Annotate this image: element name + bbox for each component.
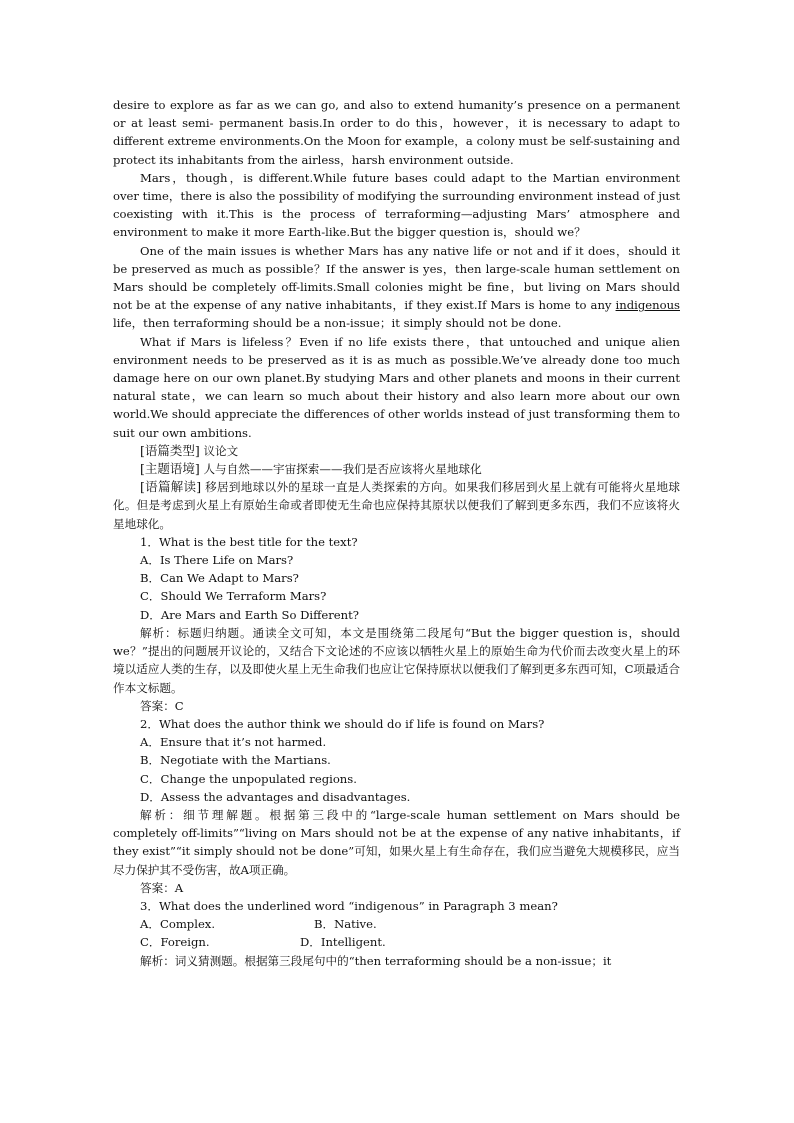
question-3-option-a: A．Complex. xyxy=(140,917,216,932)
question-3-option-d: D．Intelligent. xyxy=(300,935,386,950)
question-3-stem: 3．What does the underlined word “indigenous” in Paragraph 3 mean? xyxy=(140,898,558,913)
text-interpretation xyxy=(113,478,680,533)
text-type-value: 议论文 xyxy=(203,443,239,458)
question-2-analysis: 解析：细节理解题。根据第三段中的“large-scale human settlement on Mars should be completely off-limits”“living on Mars should not be at the expense of any native inhabitants，if they exist”“it simply should not be done”可知，如果火星上有生命存在，我们应当避免大规模移民，应当尽力保护其不受伤害，故A项正确。 xyxy=(113,807,680,877)
question-2-option-d: D．Assess the advantages and disadvantages. xyxy=(140,789,411,804)
paragraph-3-text-before: One of the main issues is whether Mars has any native life or not and if it does，should it be preserved as much as possible？If the answer is yes，then large-scale human settlement on Mars should be completely off-limits.Small colonies might be fine，but living on Mars should not be at the expense of any native inhabitants，if they exist.If Mars is home to any xyxy=(113,243,680,313)
question-1-option-d: D．Are Mars and Earth So Different? xyxy=(140,607,359,622)
question-1-stem: 1．What is the best title for the text? xyxy=(140,534,358,549)
text-type-line xyxy=(113,442,680,460)
question-2-option-a: A．Ensure that it’s not harmed. xyxy=(140,735,327,750)
question-2-stem: 2．What does the author think we should do if life is found on Mars? xyxy=(140,716,545,731)
question-1-option-b: B．Can We Adapt to Mars? xyxy=(140,571,299,586)
question-1-option-c: C．Should We Terraform Mars? xyxy=(140,589,327,604)
question-1-option-a: A．Is There Life on Mars? xyxy=(140,553,294,568)
question-2-option-b: B．Negotiate with the Martians. xyxy=(140,753,331,768)
question-3-option-c: C．Foreign. xyxy=(140,935,210,950)
question-2-option-c: C．Change the unpopulated regions. xyxy=(140,771,357,786)
question-1-answer: 答案：C xyxy=(140,698,184,713)
passage-paragraph-1: desire to explore as far as we can go, and also to extend humanity’s presence on a permanent or at least semi- permanent basis.In order to do this，however，it is necessary to adapt to different extreme environments.On the Moon for example，a colony must be self-sustaining and protect its inhabitants from the airless，harsh environment outside. xyxy=(113,98,680,167)
question-3-analysis: 解析：词义猜测题。根据第三段尾句中的“then terraforming should be a non-issue；it xyxy=(140,953,612,968)
passage-paragraph-4: What if Mars is lifeless？Even if no life exists there，that untouched and unique alien environment needs to be preserved as it is as much as possible.We’ve already done too much damage here on our own planet.By studying Mars and other planets and moons in their current natural state，we can learn so much about their history and also learn more about our own world.We should appreciate the differences of other worlds instead of just transforming them to suit our own ambitions. xyxy=(113,334,680,440)
text-type-label: [语篇类型] xyxy=(140,442,200,458)
passage-paragraph-2: Mars，though，is different.While future bases could adapt to the Martian environment over time，there is also the possibility of modifying the surrounding environment instead of just coexisting with it.This is the process of terraforming—adjusting Mars’ atmosphere and environment to make it more Earth-like.But the bigger question is，should we？ xyxy=(113,170,680,240)
document-page xyxy=(113,96,680,970)
text-interpretation-label: [语篇解读] xyxy=(140,479,202,495)
theme-context-label: [主题语境] xyxy=(140,461,200,477)
theme-context-line xyxy=(113,460,680,478)
question-3-options-row-2 xyxy=(113,933,680,951)
text-interpretation-value: 移居到地球以外的星球一直是人类探索的方向。如果我们移居到火星上就有可能将火星地球化。但是考虑到火星上有原始生命或者即使无生命也应保持其原状以便我们了解到更多东西，我们不应该将火星地球化。 xyxy=(113,480,681,531)
paragraph-3-text-after: life，then terraforming should be a non-issue；it simply should not be done. xyxy=(113,316,562,331)
question-1-analysis: 解析：标题归纳题。通读全文可知，本文是围绕第二段尾句“But the bigger question is，should we？”提出的问题展开议论的，又结合下文论述的不应该以牺牲火星上的原始生命为代价而去改变火星上的环境以适应人类的生存，以及即使火星上无生命我们也应让它保持原状以便我们了解到更多东西可知，C项最适合作本文标题。 xyxy=(113,625,680,695)
theme-context-value: 人与自然——宇宙探索——我们是否应该将火星地球化 xyxy=(203,462,482,477)
passage-paragraph-3 xyxy=(113,242,680,333)
question-3-option-b: B．Native. xyxy=(314,917,377,932)
question-3-options-row-1 xyxy=(113,915,680,933)
underlined-word: indigenous xyxy=(615,298,680,313)
question-2-answer: 答案：A xyxy=(140,880,184,895)
